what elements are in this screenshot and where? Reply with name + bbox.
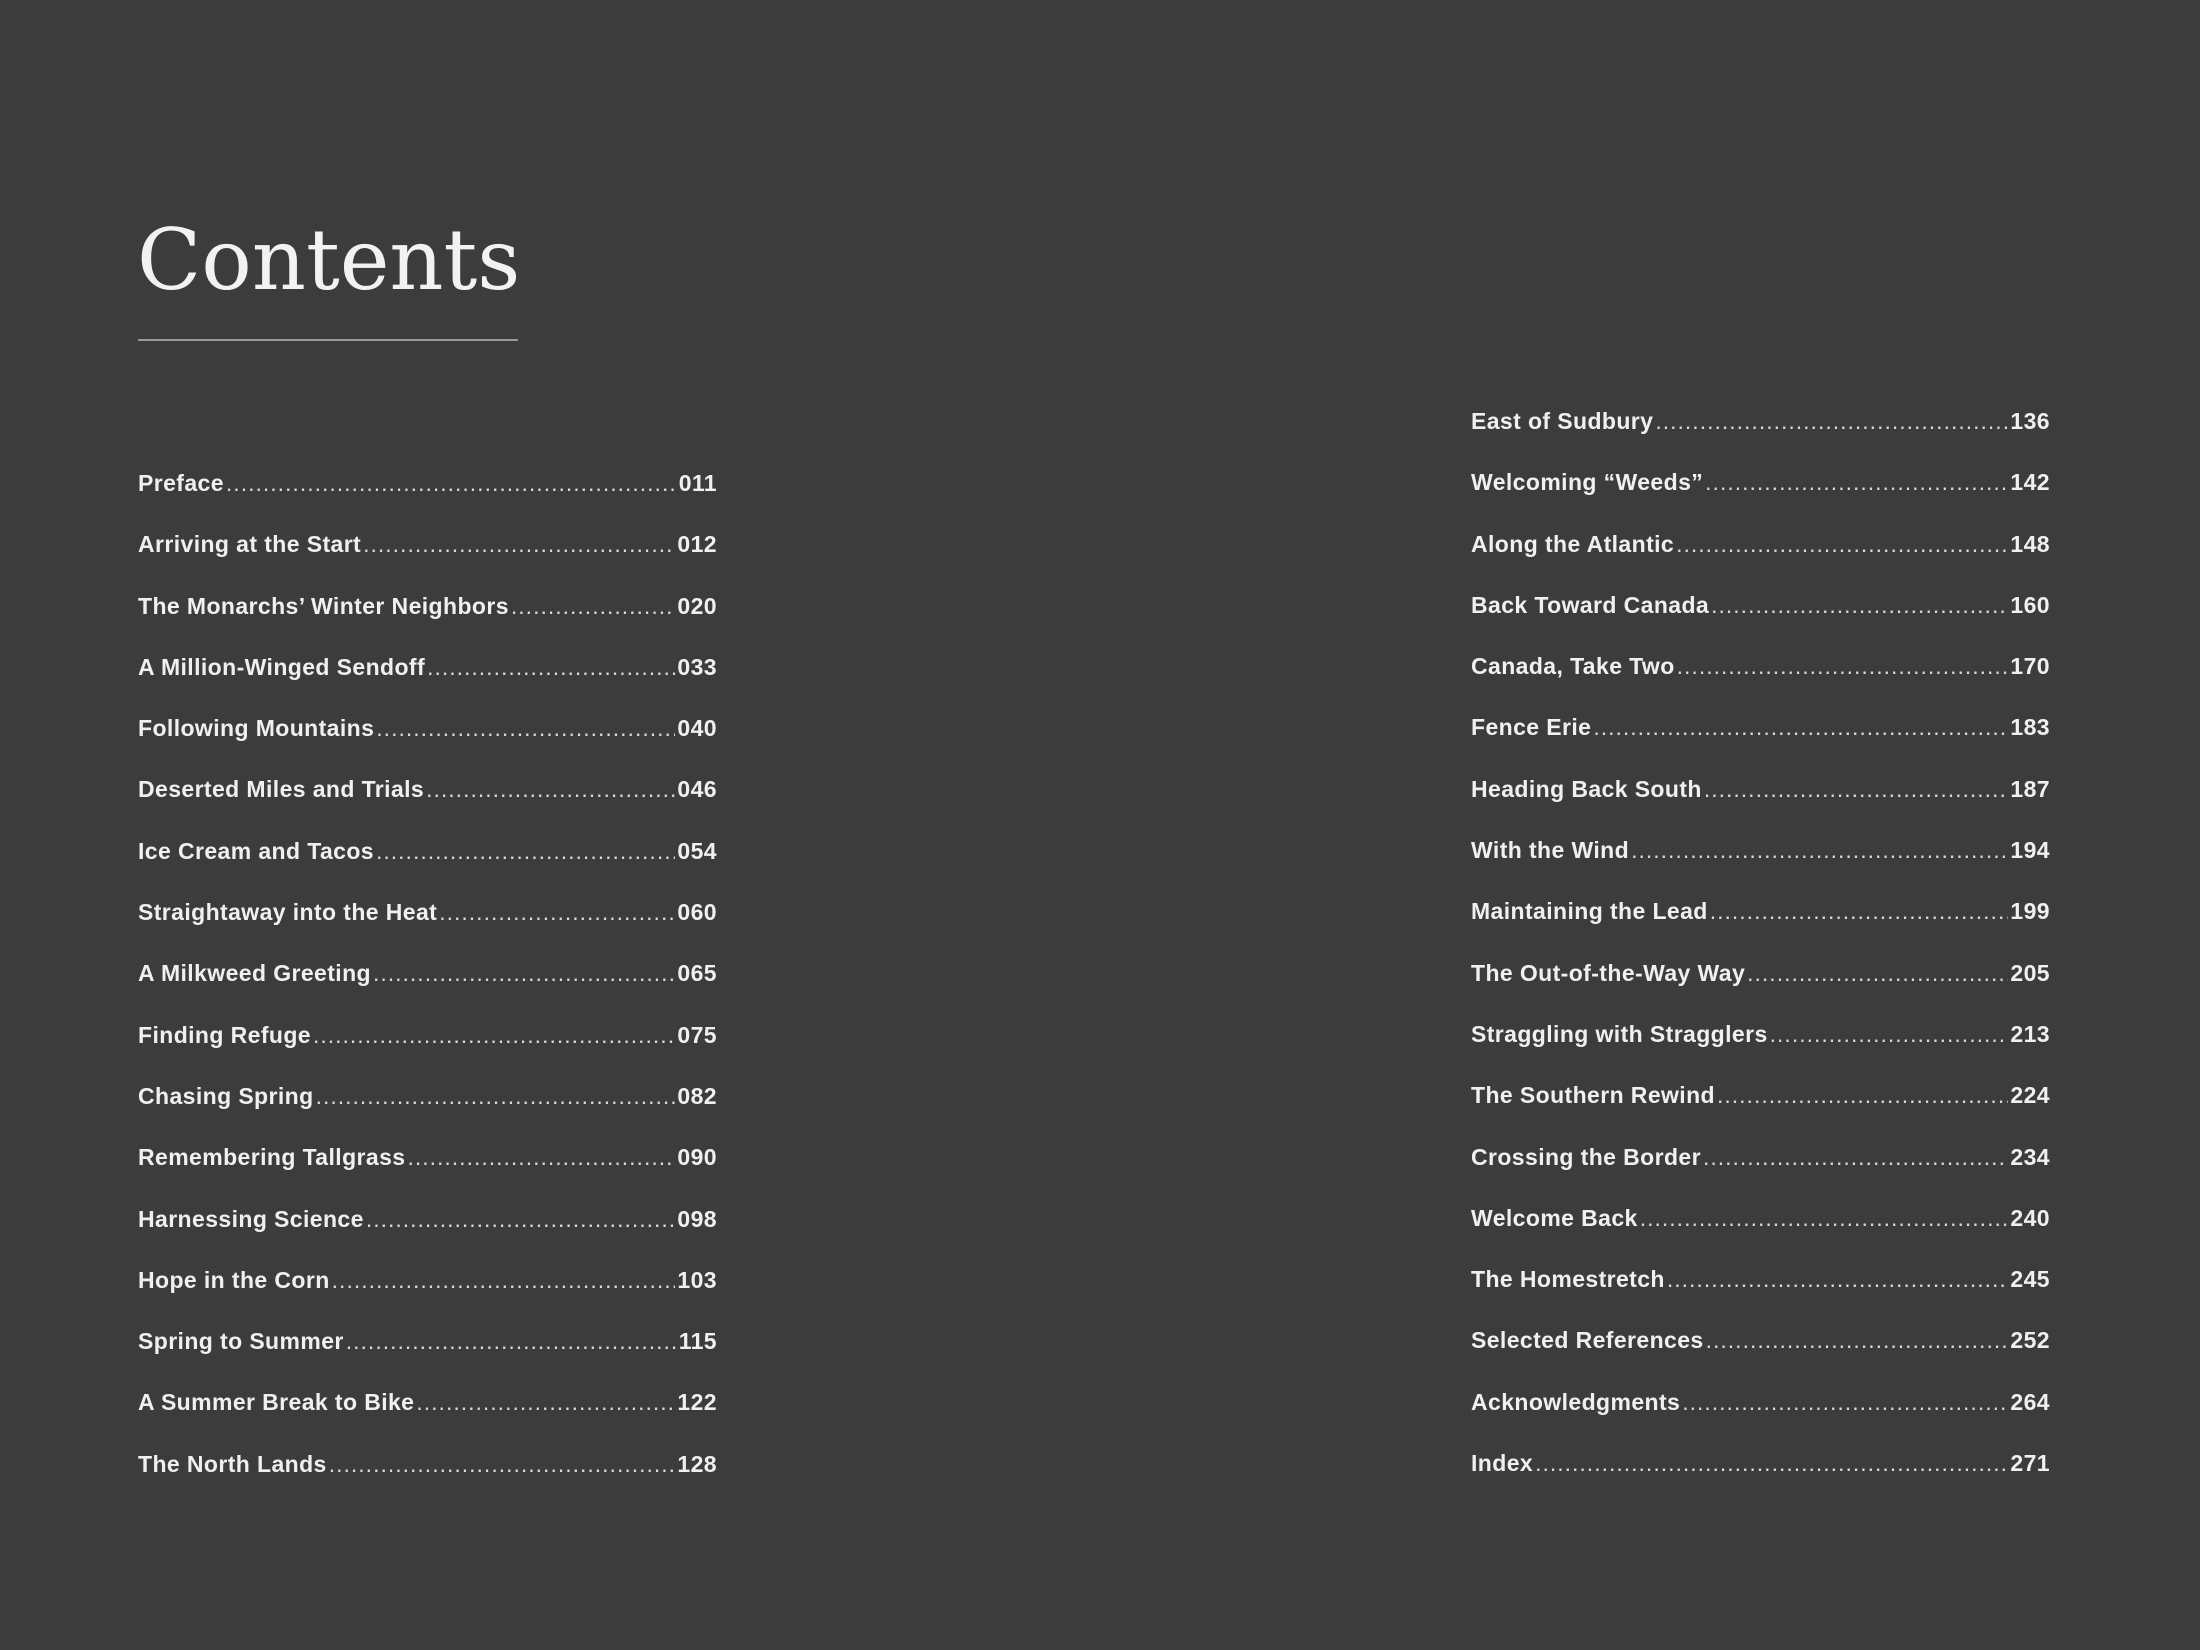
toc-entry-page-number: 075 [677,1021,717,1048]
toc-entry [1471,653,2050,714]
toc-entry [1471,408,2050,469]
dot-leader [511,593,676,620]
toc-entry-title: Selected References [1471,1327,1704,1354]
dot-leader [1682,1389,2008,1416]
toc-entry-page-number: 011 [678,470,717,496]
toc-entry-page-number: 060 [677,899,717,926]
dot-leader [1631,837,2008,864]
toc-entry [1471,1266,2050,1327]
toc-entry-page-number: 054 [677,837,717,864]
dot-leader [346,1328,677,1355]
toc-entry [1471,960,2050,1021]
toc-entry-title: Preface [138,470,224,496]
toc-entry-page-number: 187 [2010,775,2050,802]
toc-entry [138,776,717,837]
toc-entry [1471,469,2050,530]
toc-entry-title: The Out-of-the-Way Way [1471,959,1746,986]
toc-entry [138,1144,717,1205]
dot-leader [407,1144,675,1171]
toc-entry [138,715,717,776]
toc-entry-page-number: 046 [677,776,717,803]
toc-entry [138,1451,717,1512]
dot-leader [1711,592,2008,619]
toc-entry-title: Fence Erie [1471,714,1592,741]
toc-entry-page-number: 142 [2010,469,2050,496]
dot-leader [1677,653,2009,680]
toc-entry-title: Index [1471,1450,1534,1477]
dot-leader [439,899,675,926]
dot-leader [1770,1021,2009,1048]
toc-right-column [1471,408,2050,1511]
dot-leader [1593,714,2008,741]
dot-leader [416,1389,675,1416]
dot-leader [376,715,675,742]
toc-entry-title: Arriving at the Start [138,531,362,558]
toc-entry-title: Following Mountains [138,715,375,742]
toc-entry [1471,1205,2050,1266]
toc-entry [138,1083,717,1144]
toc-entry-title: Heading Back South [1471,775,1702,802]
toc-entry-page-number: 040 [677,715,717,742]
toc-entry-page-number: 012 [677,531,717,558]
dot-leader [1640,1205,2009,1232]
toc-entry [1471,1021,2050,1082]
toc-entry-title: Remembering Tallgrass [138,1144,406,1171]
toc-entry-page-number: 234 [2010,1143,2050,1170]
toc-left-column [138,470,717,1512]
toc-entry [138,1389,717,1450]
toc-entry-page-number: 148 [2010,530,2050,557]
dot-leader [363,531,675,558]
toc-entry-title: Back Toward Canada [1471,591,1710,618]
toc-entry-title: Canada, Take Two [1471,653,1675,680]
toc-entry [138,1022,717,1083]
toc-entry-page-number: 245 [2010,1266,2050,1293]
toc-entry-page-number: 224 [2010,1082,2050,1109]
toc-entry [138,654,717,715]
toc-entry-page-number: 098 [677,1205,717,1232]
dot-leader [1676,531,2008,558]
toc-entry-page-number: 199 [2010,898,2050,925]
toc-entry-title: A Million-Winged Sendoff [138,653,426,680]
dot-leader [376,838,675,865]
toc-entry [1471,1327,2050,1388]
toc-entry [1471,1144,2050,1205]
toc-entry [1471,837,2050,898]
toc-entry-title: Welcome Back [1471,1204,1638,1231]
toc-entry-title: Spring to Summer [138,1328,344,1355]
toc-entry-title: A Summer Break to Bike [138,1389,415,1416]
toc-entry [1471,714,2050,775]
toc-entry-title: East of Sudbury [1471,408,1654,434]
toc-entry-title: Chasing Spring [138,1082,314,1109]
toc-entry [1471,1082,2050,1143]
toc-entry-page-number: 205 [2010,959,2050,986]
dot-leader [1747,960,2008,987]
title-divider [138,339,518,341]
toc-entry-page-number: 240 [2010,1204,2050,1231]
dot-leader [1703,1144,2008,1171]
dot-leader [1717,1082,2008,1109]
dot-leader [1535,1450,2008,1477]
dot-leader [1655,408,2008,435]
dot-leader [329,1451,676,1478]
toc-entry [138,1328,717,1389]
toc-entry [138,1267,717,1328]
toc-entry-title: Along the Atlantic [1471,530,1675,557]
toc-entry-title: Hope in the Corn [138,1266,330,1293]
toc-entry [138,899,717,960]
toc-entry-title: Maintaining the Lead [1471,898,1708,925]
toc-entry [1471,592,2050,653]
toc-entry-page-number: 170 [2010,653,2050,680]
dot-leader [1710,898,2009,925]
toc-entry [1471,898,2050,959]
page-title: Contents [137,211,521,309]
toc-entry [138,960,717,1021]
toc-entry-page-number: 264 [2010,1388,2050,1415]
dot-leader [313,1022,675,1049]
toc-entry-page-number: 065 [677,960,717,987]
toc-entry [138,470,717,531]
toc-entry [138,838,717,899]
toc-entry-page-number: 252 [2010,1327,2050,1354]
dot-leader [373,960,675,987]
toc-entry-page-number: 103 [677,1266,717,1293]
toc-entry-page-number: 122 [677,1389,717,1416]
toc-entry [1471,776,2050,837]
toc-entry-title: Straggling with Stragglers [1471,1020,1768,1047]
toc-entry [138,593,717,654]
toc-entry-title: Ice Cream and Tacos [138,837,374,864]
toc-entry [138,531,717,592]
dot-leader [1706,1327,2009,1354]
toc-entry-page-number: 128 [677,1450,717,1477]
toc-entry-title: The Southern Rewind [1471,1082,1715,1109]
toc-entry-title: Crossing the Border [1471,1143,1701,1170]
toc-entry-page-number: 115 [678,1328,717,1355]
toc-entry-title: The Homestretch [1471,1266,1665,1293]
dot-leader [1705,469,2008,496]
dot-leader [226,470,677,497]
dot-leader [332,1267,676,1294]
dot-leader [426,776,675,803]
toc-entry [1471,1450,2050,1511]
toc-entry-page-number: 160 [2010,591,2050,618]
toc-entry [1471,1389,2050,1450]
toc-entry-page-number: 020 [677,592,717,619]
toc-entry-title: Finding Refuge [138,1021,311,1048]
toc-entry-page-number: 213 [2010,1020,2050,1047]
toc-entry [1471,531,2050,592]
toc-entry-title: Harnessing Science [138,1205,364,1232]
toc-entry-page-number: 183 [2010,714,2050,741]
toc-entry-page-number: 271 [2010,1450,2050,1477]
toc-entry-page-number: 082 [677,1082,717,1109]
toc-entry-title: With the Wind [1471,837,1630,864]
toc-entry-title: A Milkweed Greeting [138,960,371,987]
toc-entry-page-number: 033 [677,653,717,680]
toc-entry-page-number: 194 [2010,837,2050,864]
dot-leader [316,1083,676,1110]
toc-entry-page-number: 090 [677,1144,717,1171]
dot-leader [366,1206,676,1233]
dot-leader [1704,776,2009,803]
toc-entry [138,1206,717,1267]
toc-entry-title: The Monarchs’ Winter Neighbors [138,592,509,619]
dot-leader [427,654,675,681]
toc-entry-title: Straightaway into the Heat [138,899,438,926]
dot-leader [1667,1266,2009,1293]
toc-entry-title: The North Lands [138,1450,327,1477]
toc-entry-title: Deserted Miles and Trials [138,776,425,803]
toc-entry-page-number: 136 [2010,408,2050,434]
toc-entry-title: Welcoming “Weeds” [1471,469,1704,496]
toc-entry-title: Acknowledgments [1471,1388,1681,1415]
